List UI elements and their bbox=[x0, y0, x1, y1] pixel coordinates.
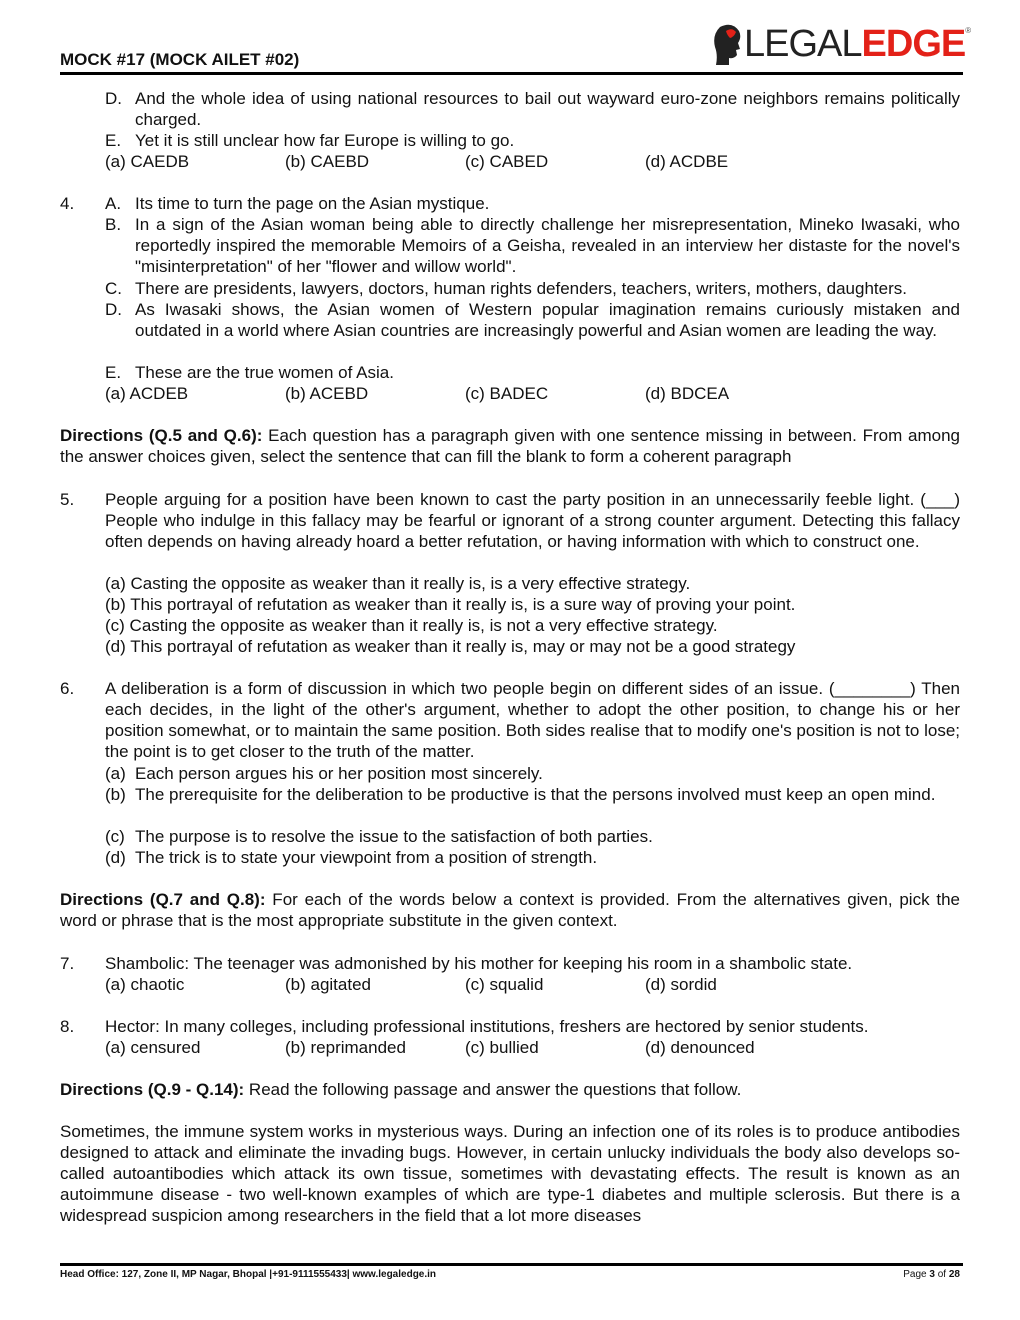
logo-legal: LEGAL bbox=[744, 22, 862, 65]
head-silhouette-icon bbox=[712, 23, 744, 65]
option: (a) ACDEB bbox=[105, 384, 189, 403]
q7-number: 7. bbox=[60, 954, 75, 973]
option: (d) ACDBE bbox=[645, 152, 729, 171]
q3-options bbox=[105, 151, 960, 172]
q6-stem: A deliberation is a form of discussion in which two people begin on different sides of an issue. (________) Then each decides, in the light of the other's argument, whether to adopt the other position, to change his or her position somewhat, or to maintain the same position. Both sides realise that to modify one's position is not to lose; the point is to get closer to the truth of the matter. bbox=[105, 679, 960, 761]
reading-passage: Sometimes, the immune system works in mysterious ways. During an infection one of its roles is to produce antibodies designed to attack and eliminate the invading bugs. However, in certain unlucky individuals the body also develops so-called autoantibodies which attack its own tissue, sometimes with devastating effects. The result is known as an autoimmune disease - two well-known examples of which are type-1 diabetes and multiple sclerosis. But there is a widespread suspicion among researchers in the field that a lot more diseases bbox=[60, 1122, 960, 1225]
directions-q5-q6: Directions (Q.5 and Q.6): Each question has a paragraph given with one sentence missing in between. From among the answer choices given, select the sentence that can fill the blank to form a coherent paragraph bbox=[60, 426, 960, 466]
option: (b) ACEBD bbox=[285, 384, 369, 403]
mock-title: MOCK #17 (MOCK AILET #02) bbox=[60, 50, 300, 69]
q6-option-c: (c) The purpose is to resolve the issue to the satisfaction of both parties. bbox=[105, 827, 653, 846]
option: (a) censured bbox=[105, 1038, 201, 1057]
q5-stem: People arguing for a position have been known to cast the party position in an unnecessarily feeble light. (___) People who indulge in this fallacy may be fearful or ignorant of a strong counter argument. Detecting this fallacy often depends on having already hoard a better refutation, or having information with which to construct one. bbox=[105, 490, 960, 551]
page-number: Page 3 of 28 bbox=[903, 1269, 960, 1280]
q4-item-d: D. As Iwasaki shows, the Asian women of Western popular imagination remains curiously mistaken and outdated in a world where Asian countries are increasingly powerful and Asian women are leading the way. bbox=[105, 300, 960, 340]
option: (c) Casting the opposite as weaker than it really is, is not a very effective strategy. bbox=[105, 616, 718, 635]
q4-item-a: A. Its time to turn the page on the Asian mystique. bbox=[105, 194, 490, 213]
q5-options bbox=[105, 573, 960, 657]
option: (d) This portrayal of refutation as weaker than it really is, may or may not be a good strategy bbox=[105, 637, 796, 656]
option: (a) Casting the opposite as weaker than it really is, is a very effective strategy. bbox=[105, 574, 691, 593]
q6-number: 6. bbox=[60, 679, 75, 698]
footer-address: Head Office: 127, Zone II, MP Nagar, Bhopal |+91-9111555433| www.legaledge.in bbox=[60, 1269, 437, 1280]
option: (b) agitated bbox=[285, 975, 371, 994]
q3-item-e: E. Yet it is still unclear how far Europe is willing to go. bbox=[105, 131, 515, 150]
option: (c) squalid bbox=[465, 975, 544, 994]
footer-rule bbox=[60, 1263, 963, 1266]
option: (c) bullied bbox=[465, 1038, 539, 1057]
option: (b) This portrayal of refutation as weaker than it really is, is a sure way of proving your point. bbox=[105, 595, 796, 614]
option: (b) CAEBD bbox=[285, 152, 370, 171]
q8-number: 8. bbox=[60, 1017, 75, 1036]
option: (a) chaotic bbox=[105, 975, 185, 994]
header-rule bbox=[60, 72, 963, 75]
option: (c) CABED bbox=[465, 152, 549, 171]
option: (d) BDCEA bbox=[645, 384, 730, 403]
q6-option-d: (d) The trick is to state your viewpoint from a position of strength. bbox=[105, 848, 598, 867]
registered-mark: ® bbox=[965, 26, 972, 35]
option: (d) denounced bbox=[645, 1038, 755, 1057]
q8-options bbox=[105, 1037, 960, 1058]
option: (d) sordid bbox=[645, 975, 717, 994]
logo-edge: EDGE bbox=[861, 22, 966, 65]
q4-number: 4. bbox=[60, 194, 75, 213]
q8-stem: Hector: In many colleges, including professional institutions, freshers are hectored by senior students. bbox=[105, 1017, 869, 1036]
q7-stem: Shambolic: The teenager was admonished by his mother for keeping his room in a shambolic state. bbox=[105, 954, 853, 973]
q4-options bbox=[105, 383, 960, 404]
q4-item-b: B. In a sign of the Asian woman being able to directly challenge her misrepresentation, Mineko Iwasaki, who reportedly inspired the memorable Memoirs of a Geisha, revealed in an interview her distaste for the novel's "misinterpretation" of her "flower and willow world". bbox=[105, 215, 960, 276]
q6-option-a: (a) Each person argues his or her position most sincerely. bbox=[105, 764, 543, 783]
directions-q9-q14: Directions (Q.9 - Q.14): Read the following passage and answer the questions that follow. bbox=[60, 1080, 742, 1099]
q3-item-d: D. And the whole idea of using national resources to bail out wayward euro-zone neighbors remains politically charged. bbox=[105, 89, 960, 129]
q7-options bbox=[105, 974, 960, 995]
q4-item-e: E. These are the true women of Asia. bbox=[105, 363, 394, 382]
q5-number: 5. bbox=[60, 490, 75, 509]
option: (b) reprimanded bbox=[285, 1038, 406, 1057]
directions-q7-q8: Directions (Q.7 and Q.8): For each of the words below a context is provided. From the alternatives given, pick the word or phrase that is the most appropriate substitute in the given context. bbox=[60, 890, 960, 930]
q4-item-c: C. There are presidents, lawyers, doctors, human rights defenders, teachers, writers, mothers, daughters. bbox=[105, 279, 907, 298]
q6-option-b: (b) The prerequisite for the deliberation to be productive is that the persons involved must keep an open mind. bbox=[105, 785, 936, 804]
option: (c) BADEC bbox=[465, 384, 549, 403]
legaledge-logo bbox=[712, 22, 971, 66]
option: (a) CAEDB bbox=[105, 152, 190, 171]
